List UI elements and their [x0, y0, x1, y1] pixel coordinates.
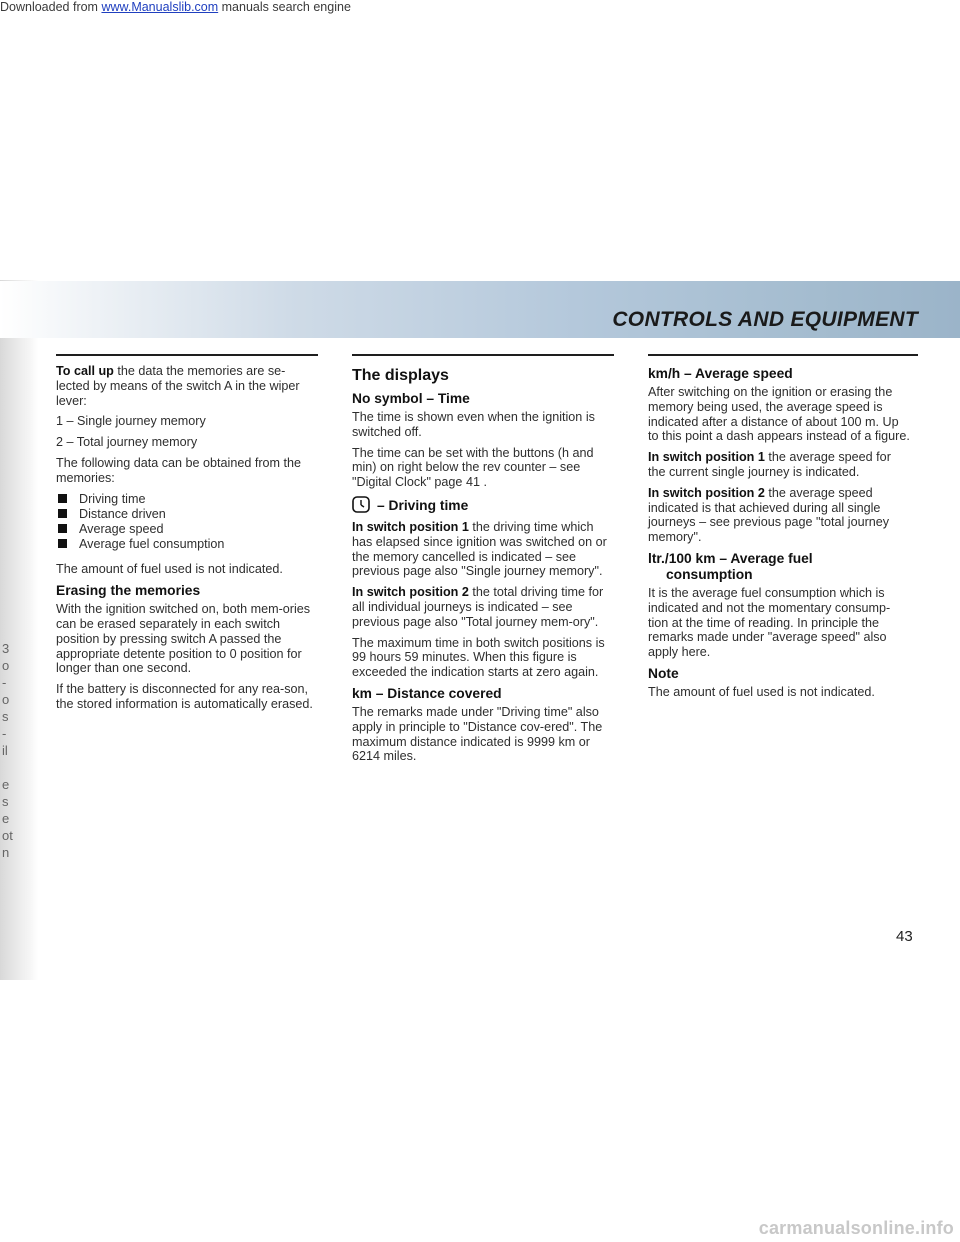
memory-2: 2 – Total journey memory — [56, 435, 198, 450]
download-footer — [0, 0, 351, 14]
stopwatch-icon — [352, 496, 370, 517]
fuel-heading-line-2: consumption — [666, 566, 753, 582]
switch-1-lead: In switch position 1 — [352, 519, 469, 534]
column-memories — [56, 364, 318, 718]
data-list — [56, 492, 318, 553]
intro-paragraph — [56, 364, 318, 408]
note-paragraph: The amount of fuel used is not indicated. — [648, 684, 875, 699]
fuel-not-indicated: The amount of fuel used is not indicated. — [56, 562, 283, 577]
driving-time-heading — [352, 496, 614, 517]
max-time-paragraph: The maximum time in both switch positions is 99 hours 59 minutes. When this figure is exceeded the indication starts at zero again. — [352, 635, 605, 680]
column-rule-2 — [352, 354, 614, 356]
download-footer-text: Downloaded from — [0, 0, 102, 14]
fuel-consumption-paragraph: It is the average fuel consumption which is indicated and not the momentary consump-tion at the time of reading. In principle the remarks made under "average speed" also apply here. — [648, 585, 891, 660]
driving-switch-1 — [352, 520, 614, 579]
left-margin-marks — [2, 640, 14, 861]
margin-mark: e — [2, 777, 10, 792]
margin-mark: - — [2, 726, 7, 741]
distance-heading: km – Distance covered — [352, 685, 502, 701]
erasing-paragraph-1: With the ignition switched on, both mem-ories can be erased separately in each switch position by pressing switch A passed the appropriate detente position to 0 position for longer than one second. — [56, 602, 311, 676]
margin-mark: n — [2, 845, 10, 860]
switch-1-text: the driving time which has elapsed since ignition was switched on or the memory cancelled is indicated – see previous page also "Single journey memory". — [352, 519, 607, 579]
column-rule-3 — [648, 354, 918, 356]
margin-mark: s — [2, 794, 9, 809]
memory-1: 1 – Single journey memory — [56, 414, 206, 429]
driving-time-heading-text: – Driving time — [377, 497, 469, 513]
section-title: CONTROLS AND EQUIPMENT — [612, 308, 918, 331]
margin-mark: 3 — [2, 641, 10, 656]
scan-margin-shadow — [0, 280, 38, 980]
margin-mark: o — [2, 692, 10, 707]
fuel-heading-line-1: ltr./100 km – Average fuel — [648, 550, 813, 566]
displays-heading: The displays — [352, 367, 449, 384]
speed-switch-2-lead: In switch position 2 — [648, 485, 765, 500]
margin-mark: - — [2, 675, 7, 690]
list-item: Distance driven — [56, 507, 318, 522]
note-heading: Note — [648, 665, 679, 681]
fuel-consumption-heading — [648, 551, 910, 583]
column-displays — [352, 364, 614, 770]
margin-mark: o — [2, 658, 10, 673]
manualslib-link[interactable]: www.Manualslib.com — [101, 0, 219, 14]
switch-2-lead: In switch position 2 — [352, 585, 469, 600]
average-speed-paragraph: After switching on the ignition or erasing the memory being used, the average speed is indicated after a distance of about 100 m. Up to this point a dash appears instead of a figure. — [648, 385, 910, 444]
speed-switch-1 — [648, 450, 910, 480]
list-item: Average fuel consumption — [56, 537, 318, 552]
column-rule-1 — [56, 354, 318, 356]
call-up-text: the data the memories are se-lected by means of the switch A in the wiper lever: — [56, 364, 300, 408]
margin-mark: il — [2, 743, 8, 758]
following-data: The following data can be obtained from the memories: — [56, 455, 302, 485]
erasing-heading: Erasing the memories — [56, 583, 201, 599]
margin-mark: ot — [2, 828, 13, 843]
margin-mark — [2, 759, 14, 776]
download-footer-suffix: manuals search engine — [218, 0, 351, 14]
speed-switch-2-text: the average speed indicated is that achieved during all single journeys – see previous page "total journey memory". — [648, 485, 890, 545]
time-paragraph-2: The time can be set with the buttons (h and min) on right below the rev counter – see "Digital Clock" page 41 . — [352, 445, 594, 490]
speed-switch-2 — [648, 486, 910, 545]
speed-switch-1-text: the average speed for the current single journey is indicated. — [648, 450, 891, 479]
column-averages — [648, 364, 910, 706]
driving-switch-2 — [352, 585, 614, 629]
watermark-footer: carmanualsonline.info — [758, 1218, 954, 1238]
margin-mark: e — [2, 811, 10, 826]
page-number: 43 — [896, 928, 913, 945]
average-speed-heading: km/h – Average speed — [648, 366, 793, 381]
call-up-lead: To call up — [56, 364, 114, 378]
no-symbol-heading: No symbol – Time — [352, 391, 470, 406]
distance-paragraph: The remarks made under "Driving time" also apply in principle to "Distance cov-ered". The maximum distance indicated is 9999 km or 6214 miles. — [352, 704, 603, 764]
speed-switch-1-lead: In switch position 1 — [648, 450, 765, 465]
list-item: Driving time — [56, 492, 318, 507]
switch-2-text: the total driving time for all individual journeys is indicated – see previous page also "Total journey mem-ory". — [352, 585, 604, 629]
erasing-paragraph-2: If the battery is disconnected for any rea-son, the stored information is automatically erased. — [56, 682, 313, 711]
margin-mark: s — [2, 709, 9, 724]
time-paragraph-1: The time is shown even when the ignition is switched off. — [352, 410, 595, 439]
list-item: Average speed — [56, 522, 318, 537]
